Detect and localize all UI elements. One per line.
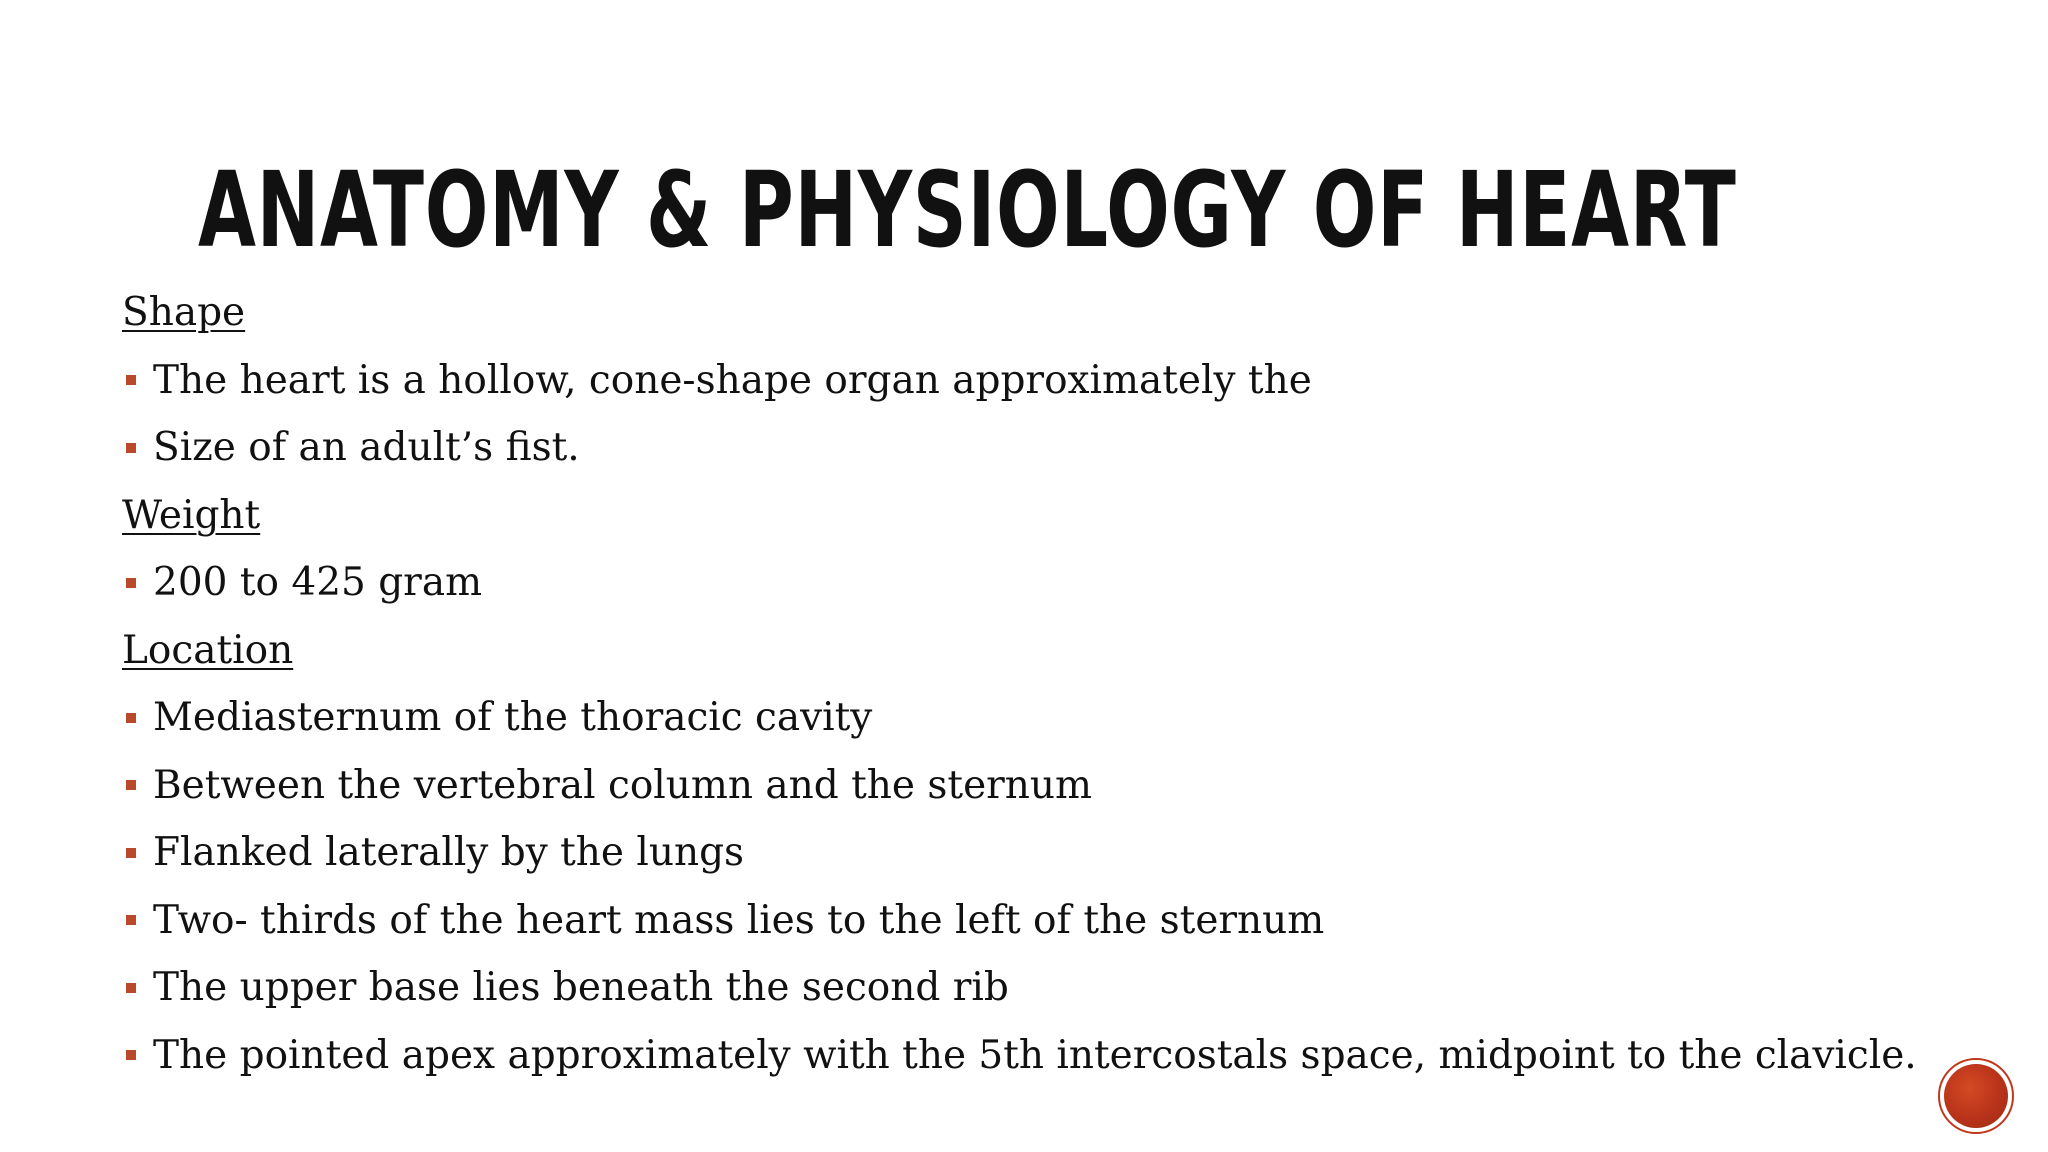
square-bullet-icon xyxy=(126,375,136,385)
bullet-text: 200 to 425 gram xyxy=(153,560,483,606)
list-item xyxy=(122,1022,1982,1090)
square-bullet-icon xyxy=(126,915,136,925)
section-heading-location: Location xyxy=(122,627,294,673)
square-bullet-icon xyxy=(126,578,136,588)
list-item xyxy=(122,887,1982,955)
list-item xyxy=(122,684,1982,752)
bullet-text: Between the vertebral column and the sternum xyxy=(153,762,1093,808)
bullet-text: Two- thirds of the heart mass lies to the left of the sternum xyxy=(153,897,1325,943)
bullet-text: The heart is a hollow, cone-shape organ approximately the xyxy=(153,357,1312,403)
square-bullet-icon xyxy=(126,780,136,790)
list-item xyxy=(122,819,1982,887)
bullet-text: Mediasternum of the thoracic cavity xyxy=(153,695,873,741)
square-bullet-icon xyxy=(126,1050,136,1060)
square-bullet-icon xyxy=(126,443,136,453)
bullet-text: The upper base lies beneath the second rib xyxy=(153,965,1009,1011)
bullet-text: Size of an adult’s fist. xyxy=(153,425,580,471)
list-item xyxy=(122,954,1982,1022)
square-bullet-icon xyxy=(126,983,136,993)
section-heading-shape: Shape xyxy=(122,290,246,336)
bullet-text: Flanked laterally by the lungs xyxy=(153,830,745,876)
list-item xyxy=(122,347,1982,415)
circle-nav-icon xyxy=(1944,1064,2008,1128)
bullet-text: The pointed apex approximately with the 5th intercostals space, midpoint to the clavicle. xyxy=(153,1032,1917,1078)
list-item xyxy=(122,752,1982,820)
section-heading-weight: Weight xyxy=(122,492,261,538)
slide-title: ANATOMY & PHYSIOLOGY OF HEART xyxy=(198,149,1737,271)
list-item xyxy=(122,549,1982,617)
slide-content xyxy=(122,279,1982,1089)
square-bullet-icon xyxy=(126,713,136,723)
square-bullet-icon xyxy=(126,848,136,858)
list-item xyxy=(122,414,1982,482)
slide-nav-button[interactable] xyxy=(1938,1058,2014,1134)
